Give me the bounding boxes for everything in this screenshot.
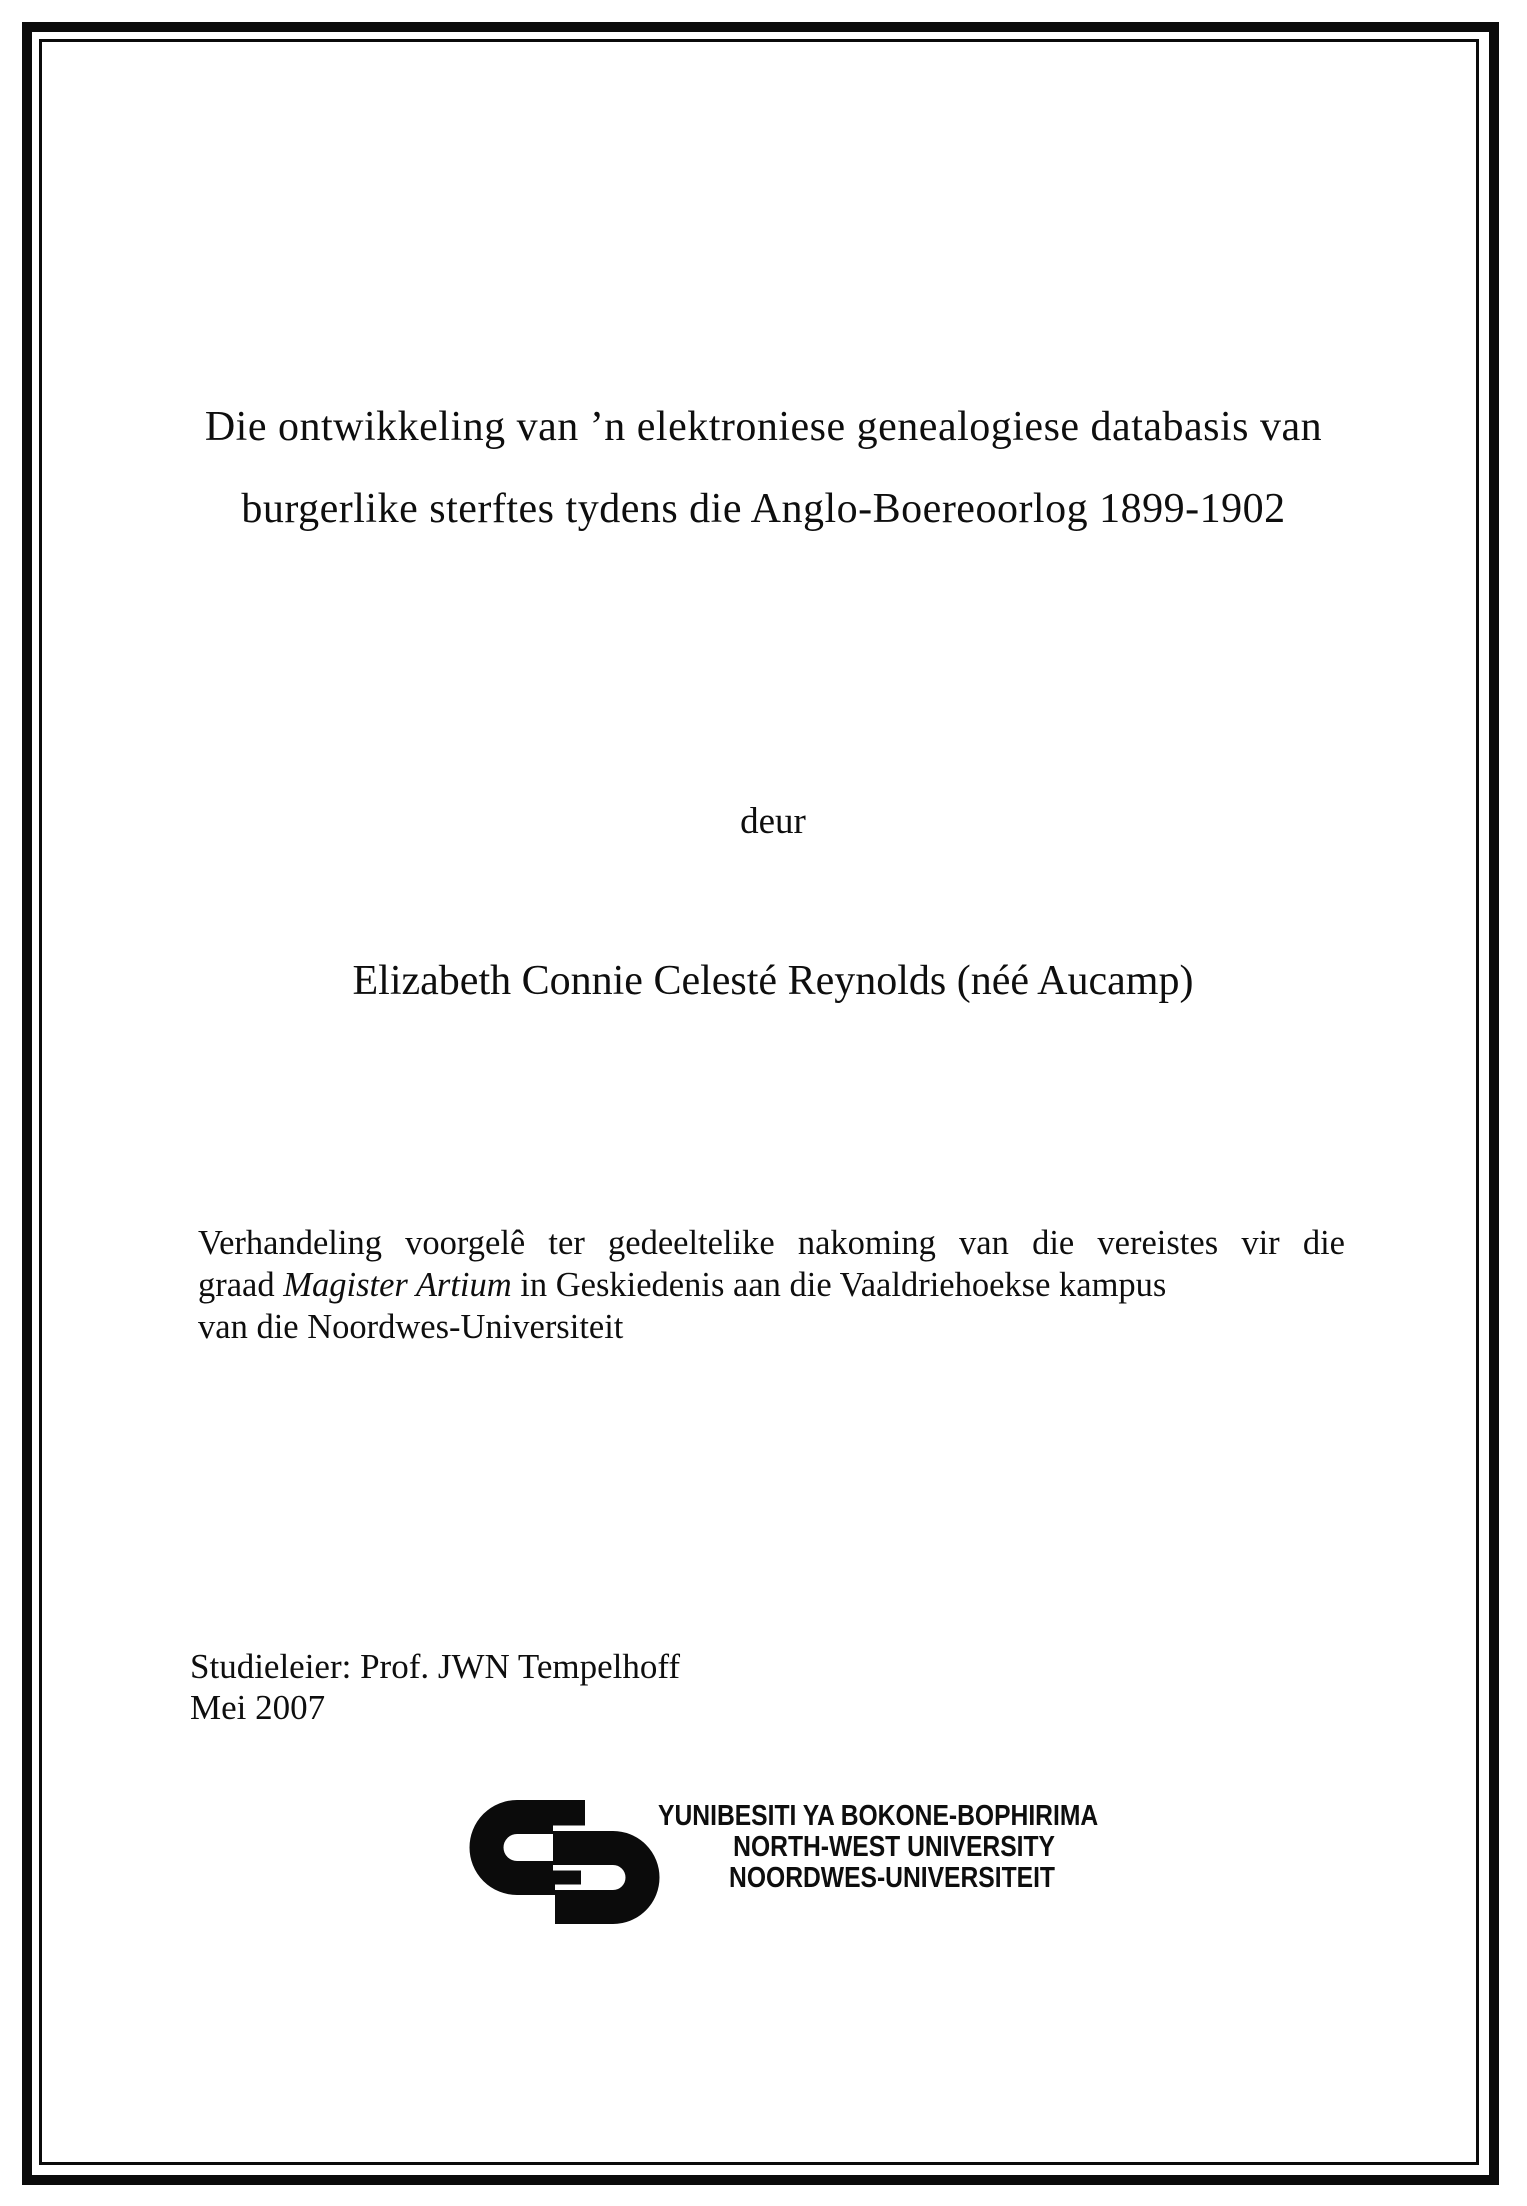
logo-text-setswana: YUNIBESITI YA BOKONE-BOPHIRIMA (658, 1800, 1099, 1832)
statement-line-2 (198, 1264, 1345, 1306)
thesis-title (140, 386, 1387, 550)
statement-line-2-prefix: graad (198, 1266, 284, 1304)
logo-text-english: NORTH-WEST UNIVERSITY (733, 1831, 1055, 1863)
thesis-statement (198, 1222, 1345, 1348)
logo-text-afrikaans: NOORDWES-UNIVERSITEIT (729, 1862, 1055, 1894)
statement-line-3: van die Noordwes-Universiteit (198, 1308, 624, 1346)
thesis-title-line-2: burgerlike sterftes tydens die Anglo-Boereoorlog 1899-1902 (241, 486, 1286, 532)
supervisor-block (190, 1646, 1090, 1728)
thesis-title-line-1: Die ontwikkeling van ’n elektroniese genealogiese databasis van (204, 404, 1323, 450)
byline-label: deur (740, 801, 806, 842)
statement-line-1: Verhandeling voorgelê ter gedeeltelike nakoming van die vereistes vir die (198, 1224, 1345, 1262)
university-logo-text (588, 1800, 1099, 1894)
author-name: Elizabeth Connie Celesté Reynolds (néé Aucamp) (352, 958, 1194, 1004)
statement-line-2-suffix: in Geskiedenis aan die Vaaldriehoekse kampus (511, 1266, 1167, 1304)
date-line: Mei 2007 (190, 1688, 326, 1727)
supervisor-line: Studieleier: Prof. JWN Tempelhoff (190, 1647, 681, 1686)
degree-name-italic: Magister Artium (283, 1266, 512, 1304)
